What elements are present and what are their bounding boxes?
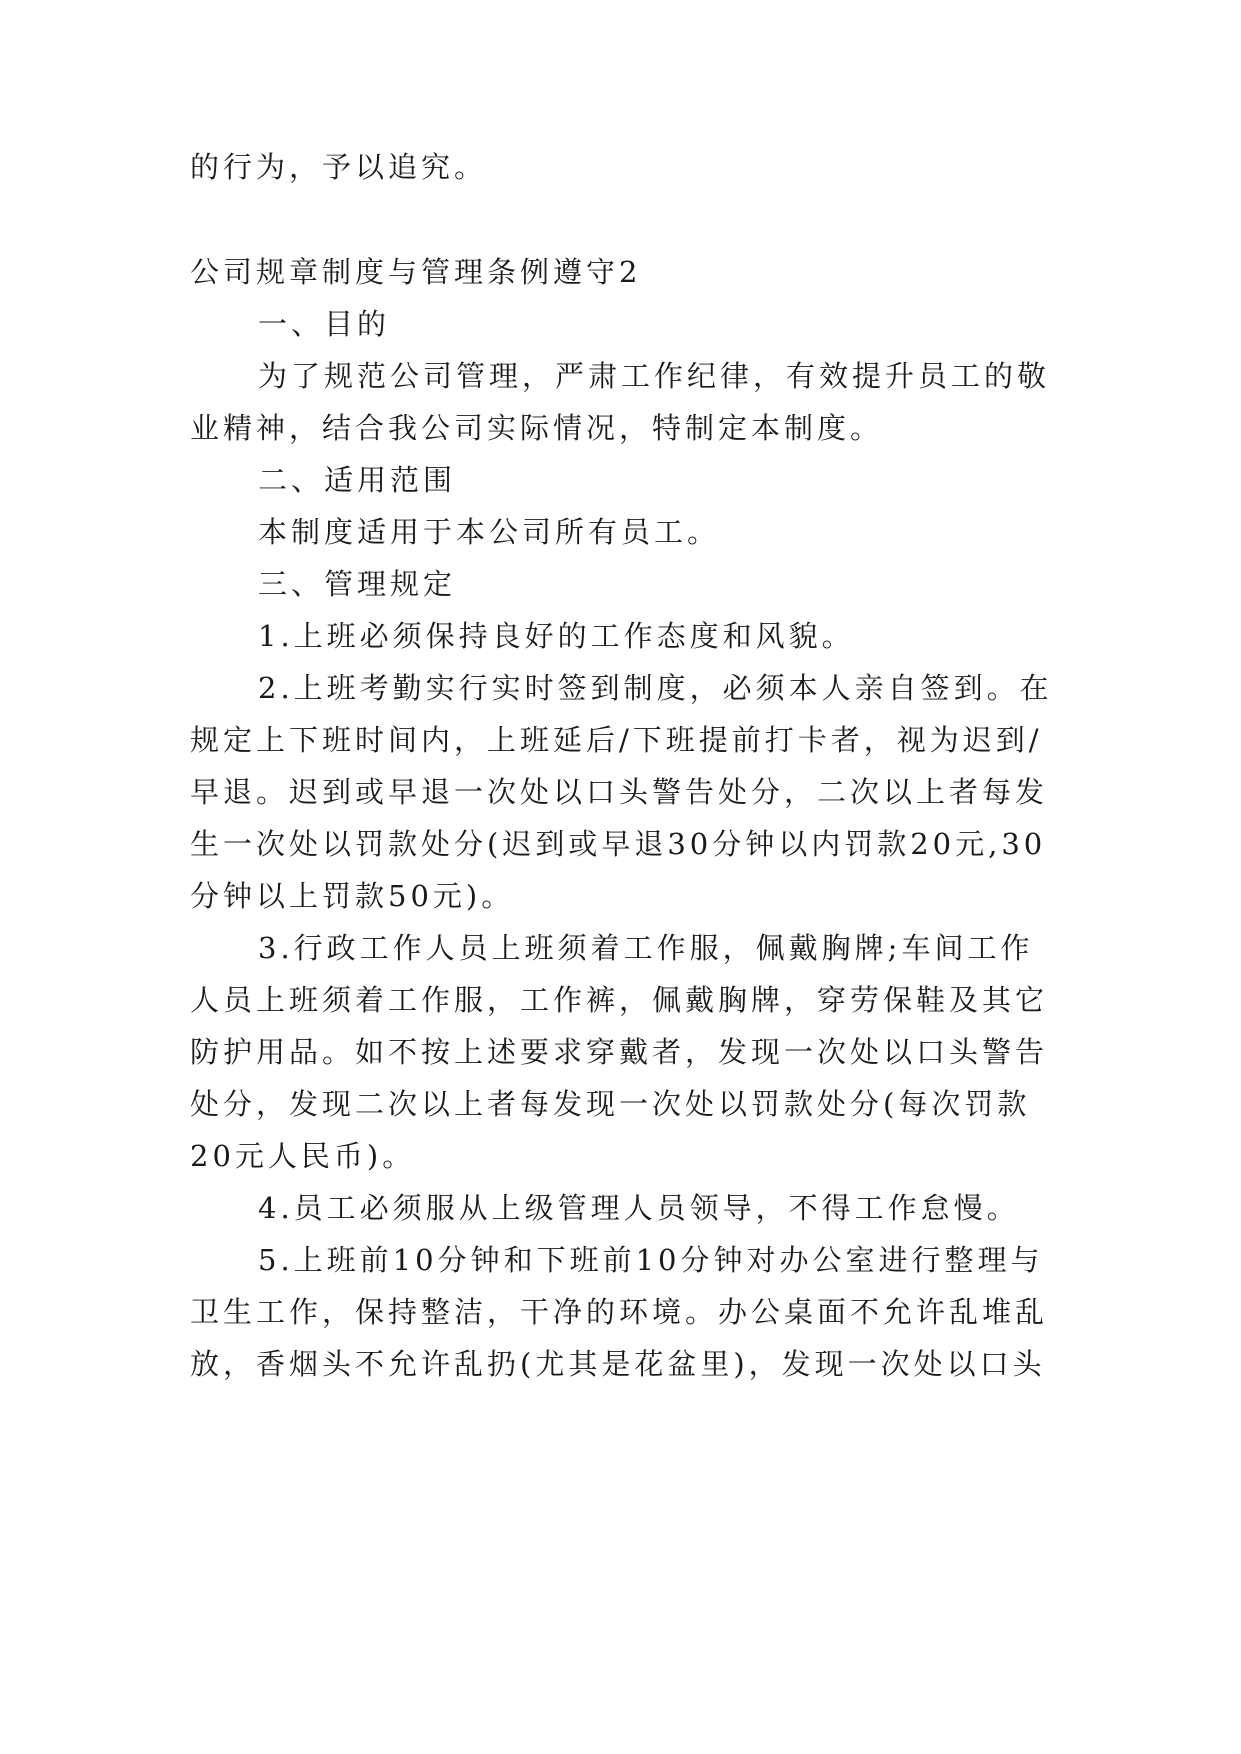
rule-item-2-cont: 规定上下班时间内，上班延后/下班提前打卡者，视为迟到/ [190,723,1043,757]
rule-item-5-cont: 卫生工作，保持整洁，干净的环境。办公桌面不允许乱堆乱 [190,1295,1049,1329]
rule-item-3-cont: 处分，发现二次以上者每发现一次处以罚款处分(每次罚款 [190,1087,1031,1121]
rule-item-2-cont: 早退。迟到或早退一次处以口头警告处分，二次以上者每发 [190,775,1049,809]
rule-item-1: 1.上班必须保持良好的工作态度和风貌。 [258,619,855,653]
rule-item-5: 5.上班前10分钟和下班前10分钟对办公室进行整理与 [258,1243,1044,1277]
rule-item-3-cont: 人员上班须着工作服，工作裤，佩戴胸牌，穿劳保鞋及其它 [190,983,1049,1017]
rule-item-2: 2.上班考勤实行实时签到制度，必须本人亲自签到。在 [258,671,1053,705]
rule-item-3-cont: 防护用品。如不按上述要求穿戴者，发现一次处以口头警告 [190,1035,1049,1069]
purpose-text-line: 业精神，结合我公司实际情况，特制定本制度。 [190,411,884,445]
rule-item-2-cont: 分钟以上罚款50元)。 [190,879,515,913]
rule-item-3: 3.行政工作人员上班须着工作服，佩戴胸牌;车间工作 [258,931,1034,965]
section-title: 公司规章制度与管理条例遵守2 [190,255,642,289]
rule-item-3-cont: 20元人民币)。 [190,1139,416,1173]
purpose-heading: 一、目的 [258,307,391,341]
scope-heading: 二、适用范围 [258,463,457,497]
rule-item-5-cont: 放，香烟头不允许乱扔(尤其是花盆里)，发现一次处以口头 [190,1347,1046,1381]
rule-item-2-cont: 生一次处以罚款处分(迟到或早退30分钟以内罚款20元,30 [190,827,1047,861]
continuation-text: 的行为，予以追究。 [190,150,488,184]
purpose-text-line: 为了规范公司管理，严肃工作纪律，有效提升员工的敬 [258,359,1051,393]
rules-heading: 三、管理规定 [258,567,457,601]
scope-text-line: 本制度适用于本公司所有员工。 [258,515,721,549]
rule-item-4: 4.员工必须服从上级管理人员领导，不得工作怠慢。 [258,1191,1020,1225]
